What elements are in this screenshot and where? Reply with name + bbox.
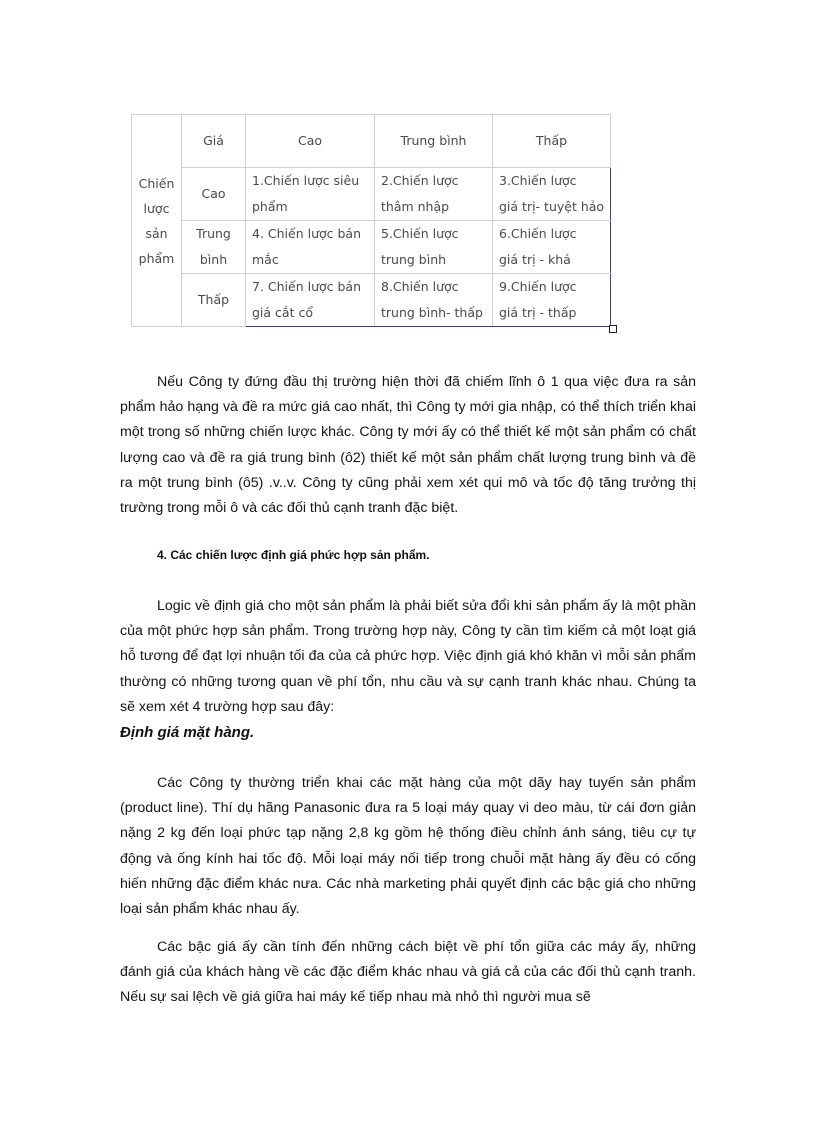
product-strategy-axis-label: Chiến lược sản phẩm [132, 115, 182, 327]
price-quality-matrix [131, 114, 611, 327]
price-header-medium: Trung bình [375, 115, 493, 168]
paragraph-market-leader: Nếu Công ty đứng đầu thị trường hiện thời đã chiếm lĩnh ô 1 qua việc đưa ra sản phẩm hảo hạng và đề ra mức giá cao nhất, thì Công ty mới gia nhập, có thể thích triển khai một trong số những chiến lược khác. Công ty mới ấy có thể thiết kế một sản phẩm có chất lượng cao và đề ra giá trung bình (ô2) thiết kế một sản phẩm chất lượng trung bình và đề ra một trung bình (ô5) .v..v. Công ty cũng phải xem xét qui mô và tốc độ tăng trưởng thị trường trong mỗi ô và các đối thủ cạnh tranh đặc biệt. [120, 374, 696, 517]
paragraph-product-mix-logic: Logic về định giá cho một sản phẩm là phải biết sửa đổi khi sản phẩm ấy là một phần của một phức hợp sản phẩm. Trong trường hợp này, Công ty cần tìm kiếm cả một loạt giá hỗ tương để đạt lợi nhuận tối đa của cả phức hợp. Việc định giá khó khăn vì mỗi sản phẩm thường có những tương quan về phí tổn, nhu cầu và sự cạnh tranh khác nhau. Chúng ta sẽ xem xét 4 trường hợp sau đây: [120, 598, 696, 715]
price-header-low: Thấp [493, 115, 611, 168]
matrix-row-low-quality [132, 274, 611, 327]
matrix-header-row [132, 115, 611, 168]
strategy-cell-7: 7. Chiến lược bán giá cắt cổ [246, 274, 375, 327]
strategy-cell-4: 4. Chiến lược bán mắc [246, 221, 375, 274]
strategy-cell-6: 6.Chiến lược giá trị - khá [493, 221, 611, 274]
subheading-product-line-pricing: Định giá mặt hàng. [120, 724, 255, 741]
resize-handle[interactable] [609, 325, 617, 333]
matrix-row-medium-quality [132, 221, 611, 274]
strategy-cell-1: 1.Chiến lược siêu phẩm [246, 168, 375, 221]
strategy-cell-2: 2.Chiến lược thâm nhập [375, 168, 493, 221]
strategy-cell-3: 3.Chiến lược giá trị- tuyệt hảo [493, 168, 611, 221]
quality-label-medium: Trung bình [182, 221, 246, 274]
strategy-cell-8: 8.Chiến lược trung bình- thấp [375, 274, 493, 327]
strategy-cell-5: 5.Chiến lược trung bình [375, 221, 493, 274]
paragraph-price-steps: Các bậc giá ấy cần tính đến những cách biệt về phí tổn giữa các máy ấy, những đánh giá của khách hàng về các đặc điểm khác nhau và giá cả của các đối thủ cạnh tranh. Nếu sự sai lệch về giá giữa hai máy kế tiếp nhau mà nhỏ thì người mua sẽ [120, 939, 696, 1006]
price-header-high: Cao [246, 115, 375, 168]
quality-label-low: Thấp [182, 274, 246, 327]
paragraph-product-line: Các Công ty thường triển khai các mặt hàng của một dãy hay tuyến sản phẩm (product line). Thí dụ hãng Panasonic đưa ra 5 loại máy quay vi deo màu, từ cái đơn giản nặng 2 kg đến loại phức tạp nặng 2,8 kg gồm hệ thống điều chỉnh ánh sáng, tiêu cự tự động và ống kính hai tốc độ. Mỗi loại máy nối tiếp trong chuỗi mặt hàng ấy đều có cống hiến những đặc điểm khác nưa. Các nhà marketing phải quyết định các bậc giá cho những loại sản phẩm khác nhau ấy. [120, 775, 696, 918]
strategy-cell-9: 9.Chiến lược giá trị - thấp [493, 274, 611, 327]
matrix-row-high-quality [132, 168, 611, 221]
section-heading-complex-pricing: 4. Các chiến lược định giá phức hợp sản phẩm. [157, 548, 430, 562]
quality-label-high: Cao [182, 168, 246, 221]
price-axis-label: Giá [182, 115, 246, 168]
